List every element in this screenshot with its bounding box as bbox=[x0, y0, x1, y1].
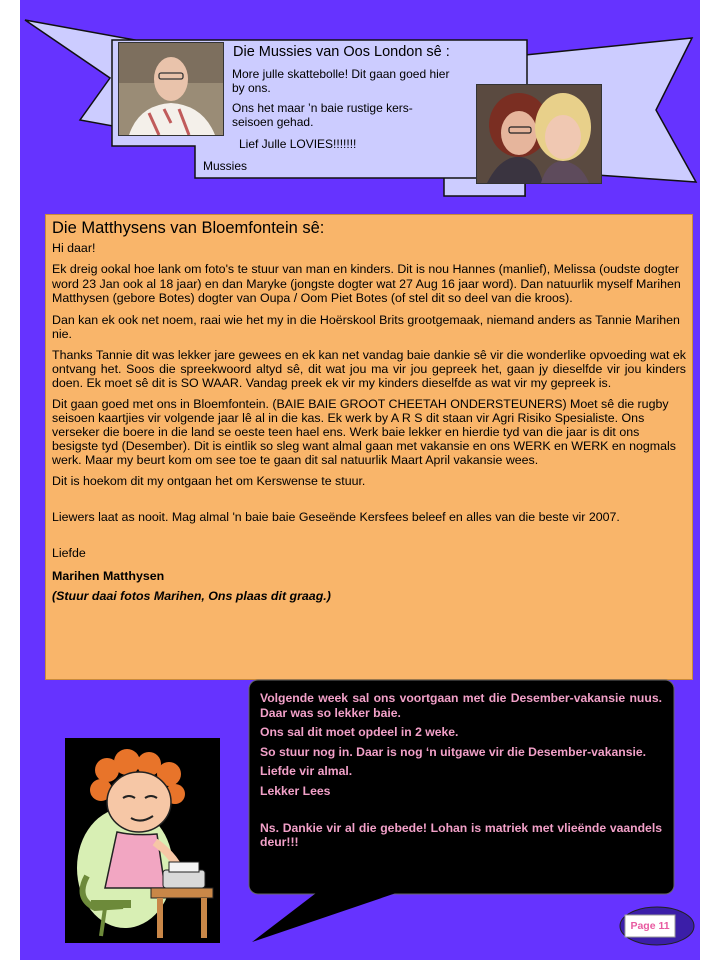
bloem-closing: Liefde bbox=[52, 545, 86, 560]
newsletter-page bbox=[20, 0, 700, 960]
editor-para6: Ns. Dankie vir al die gebede! Lohan is matriek met vlieënde vaandels deur!!! bbox=[260, 820, 662, 850]
bloem-para2: Dan kan ek ook net noem, raai wie het my in die Hoërskool Brits grootgemaak, niemand anders as Tannie Marihen nie. bbox=[52, 312, 680, 341]
bloem-title: Die Matthysens van Bloemfontein sê: bbox=[52, 219, 325, 237]
bloem-note: (Stuur daai fotos Marihen, Ons plaas dit graag.) bbox=[52, 588, 331, 603]
editor-para4: Liefde vir almal. bbox=[260, 764, 353, 779]
london-para1: More julle skattebolle! Dit gaan goed hier by ons. bbox=[232, 67, 450, 95]
bloemfontein-article bbox=[45, 214, 693, 680]
london-signoff: Mussies bbox=[203, 159, 248, 173]
photo-man bbox=[118, 42, 224, 136]
bloem-para5: Dit is hoekom dit my ontgaan het om Kerswense te stuur. bbox=[52, 473, 366, 488]
photo-two-women bbox=[476, 84, 602, 184]
page-number: Page 11 bbox=[630, 920, 670, 932]
london-para2: Ons het maar ’n baie rustige kers-seisoen gehad. bbox=[232, 101, 413, 129]
london-para3: Lief Julle LOVIES!!!!!!! bbox=[239, 137, 357, 151]
editor-message bbox=[252, 684, 670, 890]
clipart-woman-typing bbox=[65, 738, 220, 943]
bloem-para3: Thanks Tannie dit was lekker jare gewees en ek kan net vandag baie dankie sê vir die wonderlike opvoeding wat ek ontvang het. Soos die spreekwoord altyd sê, dit wat jou ma vir jou gepreek het, gaan jy dieselfde vir jou kinders doen. Ek moet sê dit is SO WAAR. Vandag preek ek vir my kinders dieselfde as wat vir my gepreek is. bbox=[52, 347, 686, 390]
editor-para1: Volgende week sal ons voortgaan met die Desember-vakansie nuus. Daar was so lekker baie. bbox=[260, 691, 662, 720]
editor-para5: Lekker Lees bbox=[260, 783, 331, 798]
bloem-greeting: Hi daar! bbox=[52, 241, 96, 255]
bloem-name: Marihen Matthysen bbox=[52, 568, 165, 583]
bloem-para4: Dit gaan goed met ons in Bloemfontein. (BAIE BAIE GROOT CHEETAH ONDERSTEUNERS) Moet sê die rugby seisoen kaartjies vir volgende jaar lê al in die kas. Ek werk by A R S dit staan vir Agri Risiko Spesialiste. Ons verseker die boere in die land se oeste teen hael ens. Werk baie lekker en hierdie tyd van die jaar is dit ons besigste tyd (Desember). Dit is eintlik so sleg want almal gaan met vakansie en ons WERK en WERK en nogmals werk. Maar my beurt kom om see toe te gaan dit sal natuurlik Maart April vakansie wees. bbox=[52, 396, 676, 467]
bloem-para6: Liewers laat as nooit. Mag almal 'n baie baie Geseënde Kersfees beleef en alles van die beste vir 2007. bbox=[52, 509, 620, 524]
bloem-para1: Ek dreig ookal hoe lank om foto's te stuur van man en kinders. Dit is nou Hannes (manlief), Melissa (oudste dogter word 23 Jan ook al 18 jaar) en dan Maryke (jongste dogter wat 27 Aug 16 jaar word). Dan natuurlik myself Marihen Matthysen (gebore Botes) dogter van Oupa / Oom Piet Botes (of stel dit so deel van die kroos). bbox=[52, 262, 681, 305]
editor-para2: Ons sal dit moet opdeel in 2 weke. bbox=[260, 725, 459, 740]
editor-para3: So stuur nog in. Daar is nog ‘n uitgawe vir die Desember-vakansie. bbox=[260, 744, 647, 759]
london-title: Die Mussies van Oos London sê : bbox=[233, 44, 450, 60]
page-number-badge bbox=[619, 906, 695, 946]
